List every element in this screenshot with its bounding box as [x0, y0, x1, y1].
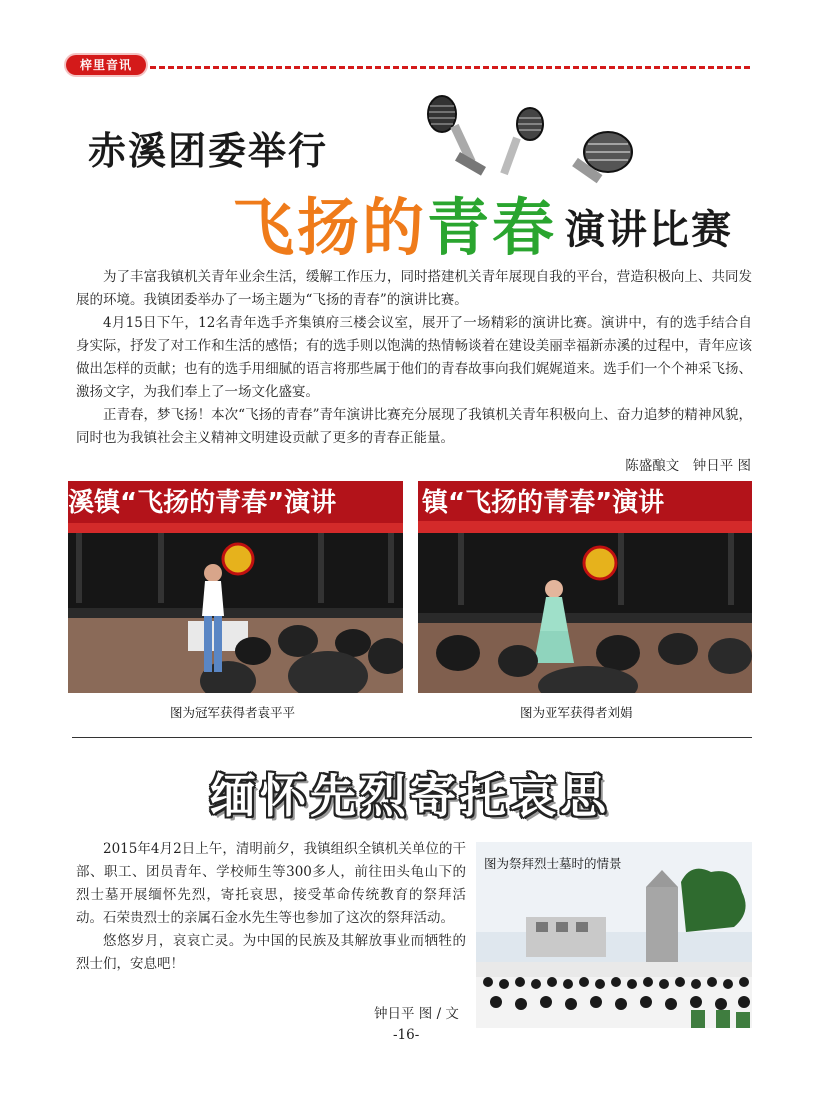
article2-title: 缅怀先烈寄托哀思 — [210, 769, 610, 823]
photo-runner-up — [418, 481, 752, 693]
photo1-caption: 图为冠军获得者袁平平 — [170, 705, 296, 720]
article2-body — [76, 838, 466, 976]
microphone-right-icon — [572, 132, 632, 183]
photo-champion — [68, 481, 403, 693]
article-title-line1: 赤溪团委举行 — [88, 129, 329, 173]
title-green-part: 青春 — [427, 191, 558, 264]
article1-paragraph: 为了丰富我镇机关青年业余生活，缓解工作压力，同时搭建机关青年展现自我的平台，营造积极向上、共同发展的环境。我镇团委举办了一场主题为“飞扬的青春”的演讲比赛。 — [76, 269, 752, 308]
article-title-line3: 演讲比赛 — [565, 207, 733, 253]
article1-body — [76, 266, 752, 450]
article-title-main — [232, 178, 557, 267]
article1-paragraph: 正青春，梦飞扬！本次“飞扬的青春”青年演讲比赛充分展现了我镇机关青年积极向上、奋力追梦的精神风貌，同时也为我镇社会主义精神文明建设贡献了更多的青春正能量。 — [76, 407, 752, 446]
microphone-middle-icon — [500, 108, 543, 175]
microphone-left-icon — [428, 96, 486, 176]
photo2-banner-text: 镇“飞扬的青春”演讲 — [422, 488, 665, 518]
article2-byline: 钟日平 图 / 文 — [374, 1006, 459, 1022]
article1-byline: 陈盛酿文 钟日平 图 — [625, 458, 751, 474]
photo1-banner-text: 溪镇“飞扬的青春”演讲 — [68, 488, 337, 518]
article1-paragraph: 4月15日下午，12名青年选手齐集镇府三楼会议室，展开了一场精彩的演讲比赛。演讲中，有的选手结合自身实际，抒发了对工作和生活的感悟；有的选手则以饱满的热情畅谈着在建设美丽幸福新赤溪的过程中，青年应该做出怎样的贡献；也有的选手用细腻的语言将那些属于他们的青春故事向我们娓娓道来。选手们一个个神采飞扬、激扬文字，为我们奉上了一场文化盛宴。 — [76, 315, 752, 400]
section-badge: 梓里音讯 — [66, 55, 146, 75]
page-number: -16- — [393, 1027, 420, 1043]
article2-paragraph: 悠悠岁月，哀哀亡灵。为中国的民族及其解放事业而牺牲的烈士们，安息吧！ — [76, 933, 466, 972]
section-divider — [72, 737, 752, 738]
photo3-caption: 图为祭拜烈士墓时的情景 — [484, 856, 622, 871]
article2-paragraph: 2015年4月2日上午，清明前夕，我镇组织全镇机关单位的干部、职工、团员青年、学校师生等300多人，前往田头龟山下的烈士墓开展缅怀先烈，寄托哀思，接受革命传统教育的祭拜活动。石荣贵烈士的亲属石金水先生等也参加了这次的祭拜活动。 — [76, 841, 466, 926]
photo2-caption: 图为亚军获得者刘娟 — [520, 705, 633, 720]
title-orange-part: 飞扬的 — [232, 191, 428, 264]
header-dashed-divider — [150, 66, 750, 69]
